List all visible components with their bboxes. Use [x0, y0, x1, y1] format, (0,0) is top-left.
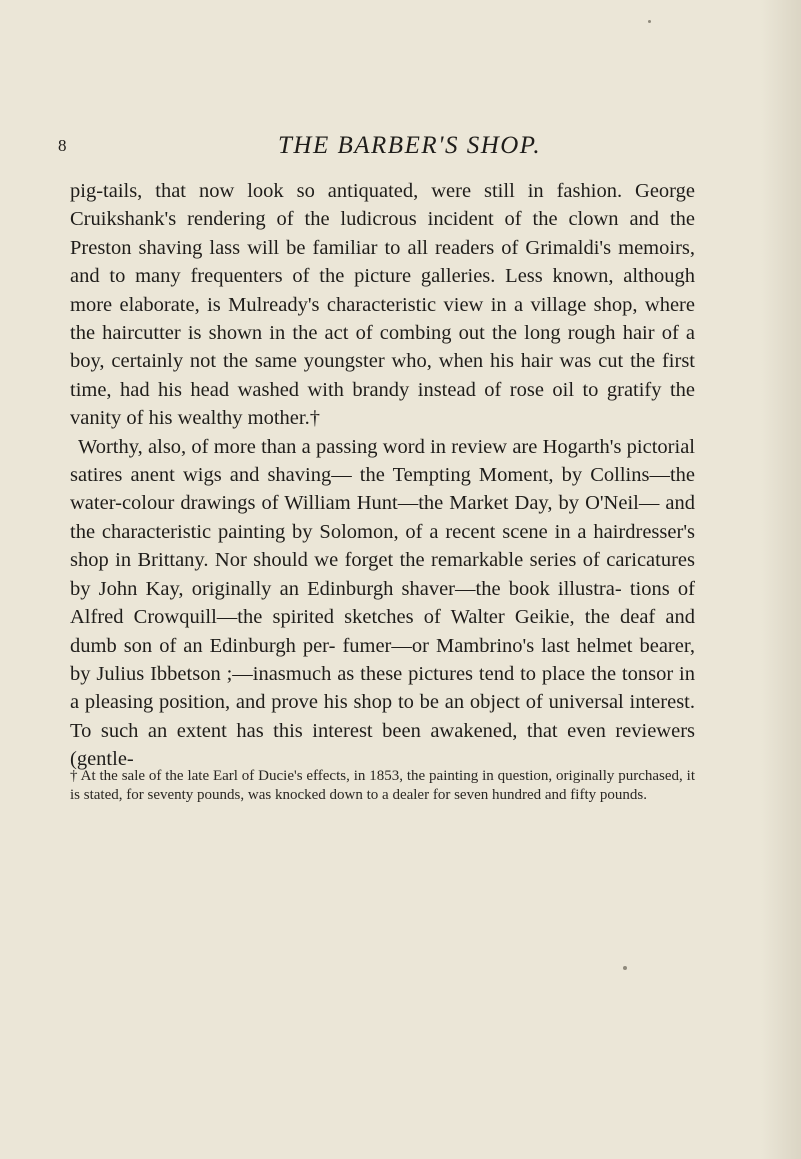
page-number: 8 — [58, 136, 67, 155]
paper-speck — [623, 966, 627, 970]
body-text — [70, 177, 695, 774]
footnote: † At the sale of the late Earl of Ducie's effects, in 1853, the painting in question, originally purchased, it is stated, for seventy pounds, was knocked down to a dealer for seven hundred and fifty pounds. — [70, 768, 695, 803]
page-header — [58, 132, 678, 166]
paragraph-2: Worthy, also, of more than a passing word in review are Hogarth's pictorial satires anent wigs and shaving— the Tempting Moment, by Collins—the water-colour drawings of William Hunt—the Market Day, by O'Neil— and the characteristic painting by Solomon, of a recent scene in a hairdresser's shop in Brittany. Nor should we forget the remarkable series of caricatures by John Kay, originally an Edinburgh shaver—the book illustra- tions of Alfred Crowquill—the spirited sketches of Walter Geikie, the deaf and dumb son of an Edinburgh per- fumer—or Mambrino's last helmet bearer, by Julius Ibbetson ;—inasmuch as these pictures tend to place the tonsor in a pleasing position, and prove his shop to be an object of universal interest. To such an extent has this interest been awakened, that even reviewers (gentle- — [70, 435, 695, 771]
paper-speck — [648, 20, 651, 23]
running-head: THE BARBER'S SHOP. — [278, 132, 542, 159]
paragraph-1: pig-tails, that now look so antiquated, were still in fashion. George Cruikshank's rendering of the ludicrous incident of the clown and the Preston shaving lass will be familiar to all readers of Grimaldi's memoirs, and to many frequenters of the picture galleries. Less known, although more elaborate, is Mulready's characteristic view in a village shop, where the haircutter is shown in the act of combing out the long rough hair of a boy, certainly not the same youngster who, when his hair was cut the first time, had his head washed with brandy instead of rose oil to gratify the vanity of his wealthy mother.† — [70, 180, 695, 430]
page-edge-shadow — [761, 0, 801, 1159]
